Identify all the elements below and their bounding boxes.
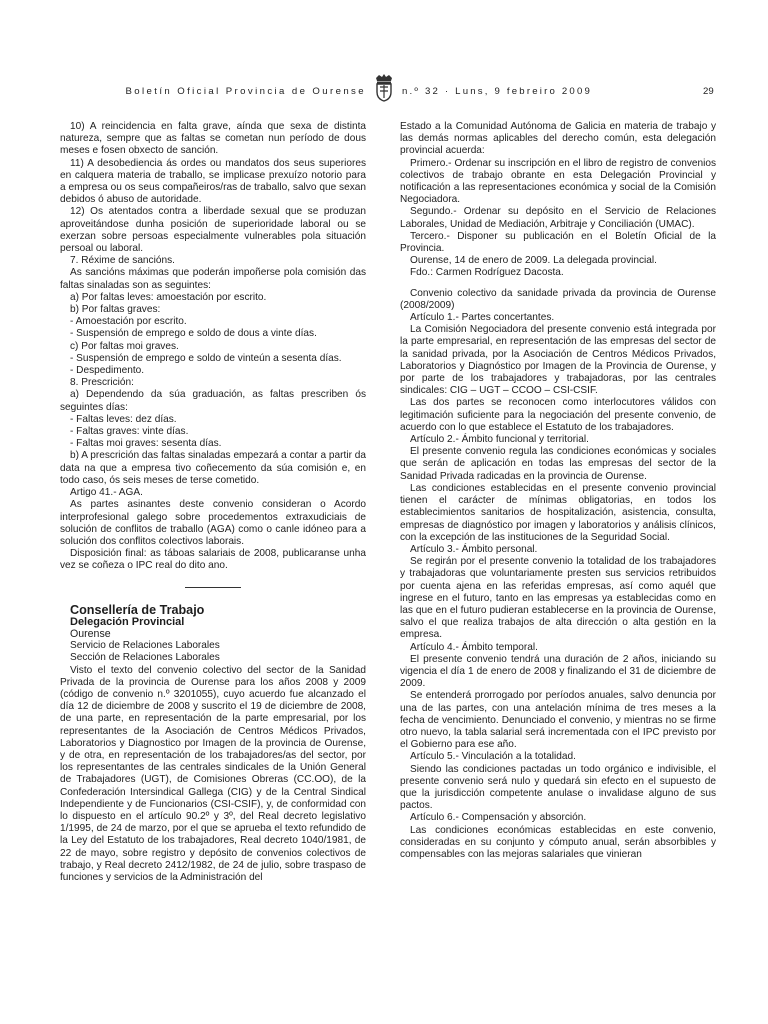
paragraph: 11) A desobediencia ás ordes ou mandatos dos seus superiores en calquera materia de traballo, se implicase prexuízo notorio para a empresa ou os seus compañeiros/ras de traballo, salvo que sexan debidos ó abuso de autoridade. [60, 157, 366, 206]
coat-of-arms-icon [372, 72, 396, 102]
paragraph: Visto el texto del convenio colectivo del sector de la Sanidad Privada de la provincia de Ourense para los años 2008 y 2009 (código de convenio n.º 3201055), cuyo acuerdo fue alcanzado el día 12 de diciembre de 2008 y suscrito el 19 de diciembre de 2008, de una parte, en representación de la parte empresarial, por los representantes de la Asociación de Centros Médicos Privados, Laboratorios y Diagnostico por Imagen de la provincia de Ourense, y de otra, en representación de los trabajadores/as del sector, por los representantes de las centrales sindicales de la Unión General de Trabajadores (UGT), de Comisiones Obreras (CC.OO), de la Confederación Intersindical Gallega (CIG) y de la Central Sindical Independiente y de Funcionarios (CSI-CSIF), y, de conformidad con lo dispuesto en el artículo 90.2º y 3º, del Real decreto legislativo 1/1995, de 24 de marzo, por el que se aprueba el texto refundido de la Ley del Estatuto de los trabajadores, Real decreto 1040/1981, de 22 de mayo, sobre registro y depósito de convenios colectivos de trabajo, y Real decreto 2412/1982, de 24 de julio, sobre traspaso de funciones y servicios de la Administración del [60, 664, 366, 883]
list-item: - Faltas leves: dez días. [70, 413, 177, 425]
article-heading: Artículo 5.- Vinculación a la totalidad. [410, 751, 576, 763]
paragraph: Se entenderá prorrogado por períodos anuales, salvo denuncia por una de las partes, con una antelación mínima de tres meses a la fecha de vencimiento. Denunciado el convenio, y mientras no se firme otro nuevo, la tabla salarial será incrementada con el IPC previsto por el Gobierno para ese año. [400, 690, 716, 751]
paragraph: Disposición final: as táboas salariais de 2008, publicaranse unha vez se coñeza o IPC real do dito ano. [60, 548, 366, 572]
paragraph: Las condiciones económicas establecidas en este convenio, consideradas en su conjunto y cómputo anual, serán absorbibles y compensables con las mejoras salariales que vinieran [400, 824, 716, 860]
article-heading: Artículo 2.- Ámbito funcional y territorial. [410, 434, 589, 446]
paragraph: Se regirán por el presente convenio la totalidad de los trabajadores y trabajadoras que voluntariamente presten sus servicios retribuidos por cuenta ajena en las referidas empresas, así como aquél que ingrese en el futuro, tanto en las empresas ya establecidas como en las que en el futuro pudieran establecerse en la provincia de Ourense, salvo el que realiza trabajos de alta dirección o alta gestión en la empresa. [400, 556, 716, 641]
section-title: Consellería de Trabajo [70, 602, 205, 617]
paragraph: Tercero.- Disponer su publicación en el Boletín Oficial de la Provincia. [400, 230, 716, 255]
paragraph: As sancións máximas que poderán impoñerse pola comisión das faltas sinaladas son as seguintes: [60, 267, 366, 291]
article-heading: Artículo 1.- Partes concertantes. [410, 312, 555, 324]
right-column [400, 121, 716, 1011]
article-heading: Artículo 3.- Ámbito personal. [410, 543, 538, 555]
paragraph: b) A prescrición das faltas sinaladas empezará a contar a partir da data na que a empresa tivo coñecemento da súa comisión e, en todo caso, ós seis meses de terse cometido. [60, 450, 366, 486]
section-divider [185, 587, 241, 588]
paragraph: Servicio de Relaciones Laborales [70, 640, 220, 652]
paragraph: El presente convenio regula las condiciones económicas y sociales que serán de aplicación en todas las empresas del sector de la Sanidad Privada radicadas en la provincia de Ourense. [400, 446, 716, 482]
paragraph: El presente convenio tendrá una duración de 2 años, iniciando su vigencia el día 1 de enero de 2008 y finalizando el 31 de diciembre de 2009. [400, 653, 716, 690]
list-item: a) Por faltas leves: amoestación por escrito. [70, 291, 267, 303]
list-item: b) Por faltas graves: [70, 304, 161, 316]
paragraph: Segundo.- Ordenar su depósito en el Servicio de Relaciones Laborales, Unidad de Mediación, Arbitraje y Conciliación (UMAC). [400, 206, 716, 230]
paragraph: La Comisión Negociadora del presente convenio está integrada por la parte empresarial, en representación de las empresas del sector de la sanidad privada, por la Asociación de Centros Médicos Privados, Laboratorios y Diagnóstico por Imagen de la Provincia de Ourense, y por parte de los trabajadores y trabajadoras, por las centrales sindicales: CIG – UGT – CCOO – CSI-CSIF. [400, 324, 716, 397]
list-item: - Suspensión de emprego e soldo de vinteún a sesenta días. [70, 352, 342, 364]
paragraph: 7. Réxime de sancións. [70, 255, 175, 267]
list-item: - Suspensión de emprego e soldo de dous a vinte días. [70, 328, 317, 340]
list-item: - Despedimento. [70, 365, 145, 377]
paragraph: a) Dependendo da súa graduación, as faltas prescriben ós seguintes días: [60, 389, 366, 413]
signature-line: Fdo.: Carmen Rodríguez Dacosta. [410, 267, 564, 279]
left-column [60, 121, 366, 1011]
paragraph: 12) Os atentados contra a liberdade sexual que se produzan aproveitándose dunha posición de superioridade laboral ou se exerzan sobre persoas especialmente vulnerables pola situación persoal ou laboral. [60, 206, 366, 255]
article-heading: Artículo 6.- Compensación y absorción. [410, 812, 587, 824]
paragraph: As partes asinantes deste convenio consideran o Acordo interprofesional galego sobre procedementos extraxudiciais de solución de conflitos de traballo (AGA) como o canle idóneo para a solución dos conflitos colectivos laborais. [60, 499, 366, 547]
section-subtitle: Delegación Provincial [70, 615, 185, 628]
paragraph: Las dos partes se reconocen como interlocutores válidos con legitimación suficiente para la negociación del presente convenio, de acuerdo con lo que establece el Estatuto de los trabajadores. [400, 397, 716, 433]
list-item: c) Por faltas moi graves. [70, 340, 179, 352]
paragraph: Sección de Relaciones Laborales [70, 652, 220, 664]
paragraph: 8. Prescrición: [70, 377, 134, 389]
list-item: - Amoestación por escrito. [70, 316, 187, 328]
paragraph: Siendo las condiciones pactadas un todo orgánico e indivisible, el presente convenio será nulo y quedará sin efecto en el supuesto de que la jurisdicción competente anulase o invalidase alguno de sus pactos. [400, 763, 716, 812]
page-header [0, 82, 768, 104]
section-place: Ourense [70, 627, 111, 640]
paragraph: Estado a la Comunidad Autónoma de Galicia en materia de trabajo y las demás normas aplicables del derecho común, esta delegación provincial acuerda: [400, 121, 716, 157]
page-number: 29 [703, 86, 714, 97]
paragraph: Artigo 41.- AGA. [70, 487, 143, 499]
paragraph: 10) A reincidencia en falta grave, aínda que sexa de distinta natureza, sempre que as faltas se cometan nun período de dous meses e fosen obxecto de sanción. [60, 121, 366, 157]
list-item: - Faltas graves: vinte días. [70, 426, 189, 438]
paragraph: Las condiciones establecidas en el presente convenio provincial tienen el carácter de mínimas obligatorias, en todos los establecimientos sanitarios de hospitalización, asistencia, consulta, empresas de diagnóstico por imagen y laboratorios y análisis clínicos, con la excepción de las instituciones de la Seguridad Social. [400, 482, 716, 543]
document-title: Convenio colectivo da sanidade privada da provincia de Ourense (2008/2009) [400, 287, 716, 311]
journal-title: Boletín Oficial Provincia de Ourense [125, 86, 366, 97]
paragraph: Ourense, 14 de enero de 2009. La delegada provincial. [410, 255, 657, 267]
spacer [400, 280, 716, 288]
issue-info: n.º 32 · Luns, 9 febreiro 2009 [402, 86, 593, 97]
list-item: - Faltas moi graves: sesenta días. [70, 438, 222, 450]
paragraph: Primero.- Ordenar su inscripción en el libro de registro de convenios colectivos de trabajo obrante en esta Delegación Provincial y notificación a las representaciones económica y social de la Comisión Negociadora. [400, 157, 716, 206]
article-heading: Artículo 4.- Ámbito temporal. [410, 641, 538, 653]
